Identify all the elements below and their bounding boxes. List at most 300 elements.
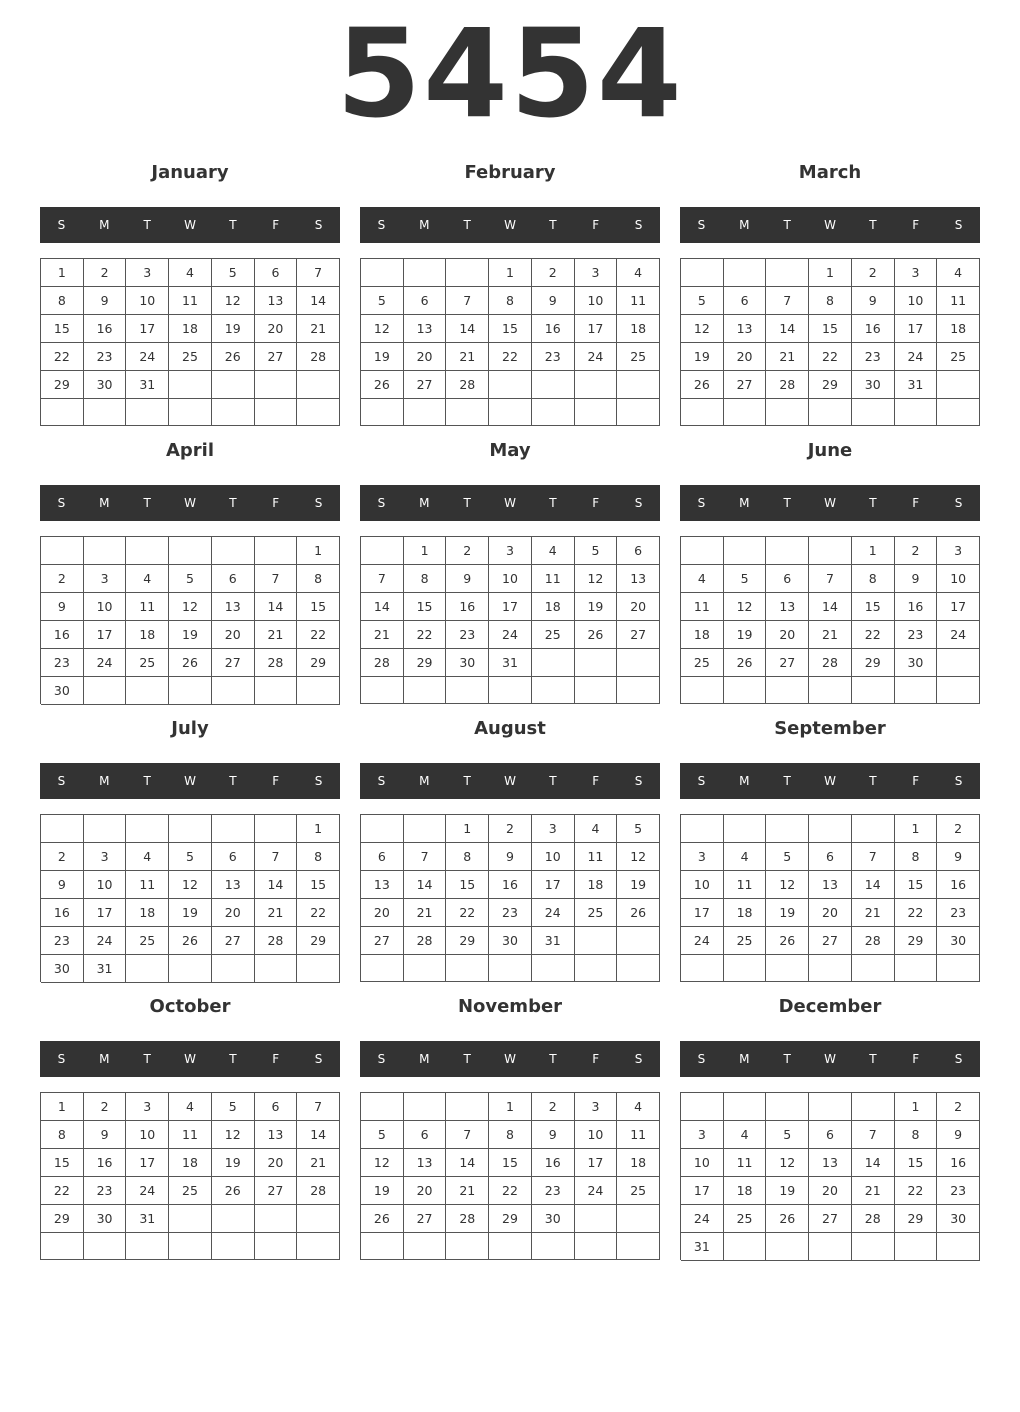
empty-day-cell bbox=[617, 399, 660, 426]
day-cell: 22 bbox=[489, 1177, 532, 1205]
day-cell: 10 bbox=[84, 871, 127, 899]
empty-day-cell bbox=[809, 815, 852, 843]
day-cell: 31 bbox=[532, 927, 575, 955]
empty-day-cell bbox=[766, 677, 809, 704]
month-name: July bbox=[171, 718, 209, 739]
day-cell: 5 bbox=[766, 1121, 809, 1149]
weekday-label: T bbox=[229, 774, 237, 788]
day-cell: 27 bbox=[809, 927, 852, 955]
day-cell: 11 bbox=[937, 287, 980, 315]
day-cell: 28 bbox=[404, 927, 447, 955]
weekday-label: F bbox=[592, 1052, 600, 1066]
day-cell: 2 bbox=[41, 843, 84, 871]
weekday-label: M bbox=[419, 496, 430, 510]
day-cell: 11 bbox=[575, 843, 618, 871]
day-cell: 24 bbox=[681, 1205, 724, 1233]
day-cell: 23 bbox=[895, 621, 938, 649]
day-cell: 19 bbox=[361, 343, 404, 371]
empty-day-cell bbox=[41, 1233, 84, 1260]
day-cell: 11 bbox=[681, 593, 724, 621]
day-cell: 26 bbox=[724, 649, 767, 677]
day-cell: 1 bbox=[297, 815, 340, 843]
day-cell: 20 bbox=[617, 593, 660, 621]
day-cell: 7 bbox=[255, 843, 298, 871]
day-cell: 30 bbox=[532, 1205, 575, 1233]
empty-day-cell bbox=[212, 955, 255, 983]
day-cell: 12 bbox=[575, 565, 618, 593]
day-cell: 17 bbox=[575, 315, 618, 343]
day-cell: 5 bbox=[575, 537, 618, 565]
day-cell: 11 bbox=[617, 287, 660, 315]
day-cell: 13 bbox=[809, 871, 852, 899]
weekday-label: W bbox=[824, 774, 836, 788]
day-cell: 19 bbox=[575, 593, 618, 621]
weekday-label: T bbox=[143, 218, 151, 232]
day-cell: 8 bbox=[895, 1121, 938, 1149]
empty-day-cell bbox=[404, 259, 447, 287]
day-cell: 20 bbox=[361, 899, 404, 927]
day-cell: 14 bbox=[852, 871, 895, 899]
weekday-label: S bbox=[634, 496, 643, 510]
weekday-label: M bbox=[99, 1052, 110, 1066]
empty-day-cell bbox=[41, 399, 84, 426]
empty-day-cell bbox=[681, 399, 724, 426]
day-cell: 8 bbox=[852, 565, 895, 593]
day-cell: 17 bbox=[489, 593, 532, 621]
day-cell: 14 bbox=[404, 871, 447, 899]
day-cell: 2 bbox=[852, 259, 895, 287]
day-cell: 27 bbox=[255, 1177, 298, 1205]
empty-day-cell bbox=[212, 815, 255, 843]
day-cell: 4 bbox=[532, 537, 575, 565]
empty-day-cell bbox=[937, 677, 980, 704]
day-cell: 19 bbox=[724, 621, 767, 649]
day-cell: 6 bbox=[404, 1121, 447, 1149]
day-cell: 15 bbox=[895, 1149, 938, 1177]
day-cell: 13 bbox=[724, 315, 767, 343]
day-cell: 17 bbox=[681, 1177, 724, 1205]
empty-day-cell bbox=[895, 1233, 938, 1261]
weekday-label: F bbox=[272, 218, 280, 232]
day-cell: 28 bbox=[361, 649, 404, 677]
empty-day-cell bbox=[724, 399, 767, 426]
day-cell: 12 bbox=[169, 593, 212, 621]
empty-day-cell bbox=[895, 955, 938, 982]
day-cell: 25 bbox=[937, 343, 980, 371]
empty-day-cell bbox=[84, 815, 127, 843]
day-cell: 14 bbox=[255, 593, 298, 621]
month-june bbox=[680, 430, 980, 708]
day-cell: 22 bbox=[895, 1177, 938, 1205]
month-august bbox=[360, 708, 660, 986]
day-cell: 29 bbox=[41, 371, 84, 399]
day-cell: 28 bbox=[852, 1205, 895, 1233]
day-cell: 31 bbox=[895, 371, 938, 399]
day-cell: 3 bbox=[84, 565, 127, 593]
empty-day-cell bbox=[724, 1093, 767, 1121]
empty-day-cell bbox=[852, 1233, 895, 1261]
day-cell: 14 bbox=[361, 593, 404, 621]
empty-day-cell bbox=[84, 677, 127, 705]
day-cell: 26 bbox=[361, 1205, 404, 1233]
empty-day-cell bbox=[297, 371, 340, 399]
day-cell: 18 bbox=[724, 1177, 767, 1205]
day-cell: 19 bbox=[766, 899, 809, 927]
day-cell: 20 bbox=[404, 1177, 447, 1205]
empty-day-cell bbox=[724, 1233, 767, 1261]
day-cell: 9 bbox=[532, 1121, 575, 1149]
day-cell: 3 bbox=[681, 1121, 724, 1149]
day-cell: 21 bbox=[255, 899, 298, 927]
month-name: May bbox=[489, 440, 531, 461]
day-cell: 4 bbox=[724, 843, 767, 871]
empty-day-cell bbox=[681, 1093, 724, 1121]
day-cell: 1 bbox=[297, 537, 340, 565]
weekday-label: T bbox=[783, 774, 791, 788]
empty-day-cell bbox=[126, 677, 169, 705]
empty-day-cell bbox=[297, 955, 340, 983]
empty-day-cell bbox=[126, 815, 169, 843]
day-cell: 14 bbox=[809, 593, 852, 621]
day-cell: 13 bbox=[404, 315, 447, 343]
empty-day-cell bbox=[404, 677, 447, 704]
day-cell: 1 bbox=[446, 815, 489, 843]
empty-day-cell bbox=[169, 1233, 212, 1260]
day-cell: 13 bbox=[255, 287, 298, 315]
day-cell: 4 bbox=[126, 565, 169, 593]
day-cell: 4 bbox=[169, 1093, 212, 1121]
day-cell: 7 bbox=[852, 843, 895, 871]
empty-day-cell bbox=[575, 955, 618, 982]
day-cell: 6 bbox=[809, 843, 852, 871]
month-name: February bbox=[464, 162, 556, 183]
day-cell: 11 bbox=[169, 287, 212, 315]
day-cell: 10 bbox=[84, 593, 127, 621]
empty-day-cell bbox=[41, 815, 84, 843]
day-cell: 14 bbox=[446, 315, 489, 343]
empty-day-cell bbox=[404, 1233, 447, 1260]
day-cell: 1 bbox=[895, 815, 938, 843]
day-cell: 1 bbox=[489, 1093, 532, 1121]
day-cell: 26 bbox=[169, 649, 212, 677]
day-cell: 17 bbox=[126, 1149, 169, 1177]
day-cell: 21 bbox=[255, 621, 298, 649]
weekday-label: T bbox=[463, 218, 471, 232]
day-cell: 23 bbox=[937, 1177, 980, 1205]
empty-day-cell bbox=[212, 677, 255, 705]
day-cell: 25 bbox=[575, 899, 618, 927]
day-cell: 7 bbox=[446, 287, 489, 315]
day-cell: 9 bbox=[446, 565, 489, 593]
empty-day-cell bbox=[809, 1093, 852, 1121]
day-cell: 9 bbox=[41, 593, 84, 621]
day-cell: 28 bbox=[766, 371, 809, 399]
day-cell: 5 bbox=[212, 1093, 255, 1121]
day-cell: 5 bbox=[681, 287, 724, 315]
empty-day-cell bbox=[575, 1205, 618, 1233]
day-cell: 18 bbox=[169, 315, 212, 343]
empty-day-cell bbox=[681, 677, 724, 704]
empty-day-cell bbox=[532, 371, 575, 399]
day-cell: 11 bbox=[724, 1149, 767, 1177]
day-cell: 21 bbox=[809, 621, 852, 649]
empty-day-cell bbox=[532, 955, 575, 982]
day-cell: 24 bbox=[126, 1177, 169, 1205]
day-cell: 16 bbox=[895, 593, 938, 621]
day-cell: 28 bbox=[255, 649, 298, 677]
day-cell: 8 bbox=[297, 843, 340, 871]
day-cell: 6 bbox=[766, 565, 809, 593]
day-cell: 25 bbox=[169, 343, 212, 371]
day-cell: 18 bbox=[937, 315, 980, 343]
empty-day-cell bbox=[937, 955, 980, 982]
weekday-label: M bbox=[739, 496, 750, 510]
empty-day-cell bbox=[404, 955, 447, 982]
day-cell: 26 bbox=[575, 621, 618, 649]
day-cell: 16 bbox=[532, 1149, 575, 1177]
day-cell: 21 bbox=[446, 1177, 489, 1205]
day-cell: 3 bbox=[681, 843, 724, 871]
weekday-label: M bbox=[419, 218, 430, 232]
day-cell: 23 bbox=[532, 343, 575, 371]
day-cell: 4 bbox=[724, 1121, 767, 1149]
year-title: 5454 bbox=[336, 3, 684, 145]
month-name: October bbox=[149, 996, 231, 1017]
empty-day-cell bbox=[84, 1233, 127, 1260]
day-cell: 5 bbox=[766, 843, 809, 871]
day-cell: 6 bbox=[361, 843, 404, 871]
month-september bbox=[680, 708, 980, 986]
empty-day-cell bbox=[255, 815, 298, 843]
weekday-label: F bbox=[912, 496, 920, 510]
day-cell: 1 bbox=[489, 259, 532, 287]
day-cell: 29 bbox=[41, 1205, 84, 1233]
day-cell: 25 bbox=[724, 927, 767, 955]
day-cell: 27 bbox=[212, 649, 255, 677]
weekday-label: F bbox=[592, 496, 600, 510]
day-cell: 5 bbox=[169, 843, 212, 871]
empty-day-cell bbox=[404, 1093, 447, 1121]
day-cell: 11 bbox=[532, 565, 575, 593]
day-cell: 4 bbox=[617, 1093, 660, 1121]
empty-day-cell bbox=[212, 371, 255, 399]
day-cell: 5 bbox=[617, 815, 660, 843]
day-cell: 25 bbox=[532, 621, 575, 649]
weekday-label: S bbox=[57, 496, 66, 510]
day-cell: 3 bbox=[575, 1093, 618, 1121]
day-cell: 20 bbox=[255, 1149, 298, 1177]
empty-day-cell bbox=[361, 537, 404, 565]
day-grid bbox=[680, 536, 980, 704]
day-cell: 8 bbox=[809, 287, 852, 315]
empty-day-cell bbox=[361, 815, 404, 843]
day-grid bbox=[360, 1092, 660, 1260]
empty-day-cell bbox=[361, 259, 404, 287]
day-cell: 15 bbox=[446, 871, 489, 899]
day-cell: 9 bbox=[937, 843, 980, 871]
empty-day-cell bbox=[169, 955, 212, 983]
day-cell: 31 bbox=[84, 955, 127, 983]
day-cell: 24 bbox=[575, 343, 618, 371]
empty-day-cell bbox=[446, 1093, 489, 1121]
day-cell: 2 bbox=[532, 259, 575, 287]
day-cell: 31 bbox=[681, 1233, 724, 1261]
day-cell: 27 bbox=[255, 343, 298, 371]
months-grid bbox=[40, 152, 980, 1264]
day-cell: 12 bbox=[361, 1149, 404, 1177]
day-cell: 18 bbox=[126, 899, 169, 927]
day-cell: 28 bbox=[446, 371, 489, 399]
day-cell: 24 bbox=[489, 621, 532, 649]
day-cell: 22 bbox=[809, 343, 852, 371]
weekday-label: T bbox=[229, 496, 237, 510]
day-cell: 7 bbox=[255, 565, 298, 593]
empty-day-cell bbox=[532, 1233, 575, 1260]
day-cell: 19 bbox=[361, 1177, 404, 1205]
day-cell: 30 bbox=[446, 649, 489, 677]
empty-day-cell bbox=[852, 815, 895, 843]
day-cell: 18 bbox=[617, 1149, 660, 1177]
empty-day-cell bbox=[212, 399, 255, 426]
day-grid bbox=[360, 536, 660, 704]
empty-day-cell bbox=[297, 1205, 340, 1233]
day-cell: 17 bbox=[532, 871, 575, 899]
day-cell: 30 bbox=[41, 677, 84, 705]
month-january bbox=[40, 152, 340, 430]
empty-day-cell bbox=[766, 1093, 809, 1121]
day-cell: 16 bbox=[532, 315, 575, 343]
day-cell: 7 bbox=[297, 259, 340, 287]
day-cell: 12 bbox=[724, 593, 767, 621]
day-cell: 21 bbox=[446, 343, 489, 371]
day-cell: 3 bbox=[532, 815, 575, 843]
day-cell: 25 bbox=[617, 1177, 660, 1205]
day-cell: 6 bbox=[809, 1121, 852, 1149]
day-cell: 10 bbox=[532, 843, 575, 871]
empty-day-cell bbox=[575, 677, 618, 704]
day-cell: 30 bbox=[852, 371, 895, 399]
weekday-header bbox=[40, 1041, 340, 1077]
day-cell: 15 bbox=[895, 871, 938, 899]
empty-day-cell bbox=[212, 537, 255, 565]
day-cell: 22 bbox=[895, 899, 938, 927]
weekday-header bbox=[40, 207, 340, 243]
day-cell: 21 bbox=[297, 315, 340, 343]
day-cell: 23 bbox=[84, 1177, 127, 1205]
day-cell: 8 bbox=[404, 565, 447, 593]
empty-day-cell bbox=[617, 1233, 660, 1260]
day-cell: 21 bbox=[297, 1149, 340, 1177]
day-cell: 16 bbox=[937, 871, 980, 899]
day-cell: 30 bbox=[84, 371, 127, 399]
day-cell: 19 bbox=[212, 315, 255, 343]
empty-day-cell bbox=[809, 1233, 852, 1261]
empty-day-cell bbox=[84, 537, 127, 565]
day-cell: 26 bbox=[361, 371, 404, 399]
day-cell: 7 bbox=[809, 565, 852, 593]
empty-day-cell bbox=[575, 399, 618, 426]
day-cell: 5 bbox=[361, 287, 404, 315]
weekday-label: S bbox=[57, 774, 66, 788]
empty-day-cell bbox=[212, 1233, 255, 1260]
day-cell: 26 bbox=[766, 927, 809, 955]
day-cell: 25 bbox=[724, 1205, 767, 1233]
empty-day-cell bbox=[681, 259, 724, 287]
empty-day-cell bbox=[809, 399, 852, 426]
empty-day-cell bbox=[489, 677, 532, 704]
day-cell: 27 bbox=[404, 371, 447, 399]
weekday-label: M bbox=[99, 218, 110, 232]
day-cell: 31 bbox=[126, 1205, 169, 1233]
weekday-label: S bbox=[57, 1052, 66, 1066]
day-cell: 1 bbox=[404, 537, 447, 565]
weekday-label: S bbox=[377, 218, 386, 232]
day-cell: 9 bbox=[489, 843, 532, 871]
day-cell: 15 bbox=[489, 315, 532, 343]
weekday-header bbox=[680, 207, 980, 243]
month-name: August bbox=[474, 718, 546, 739]
day-cell: 9 bbox=[532, 287, 575, 315]
day-cell: 3 bbox=[575, 259, 618, 287]
day-cell: 9 bbox=[852, 287, 895, 315]
day-cell: 3 bbox=[489, 537, 532, 565]
weekday-header bbox=[360, 485, 660, 521]
day-cell: 15 bbox=[809, 315, 852, 343]
weekday-label: W bbox=[504, 774, 516, 788]
day-cell: 24 bbox=[681, 927, 724, 955]
empty-day-cell bbox=[681, 815, 724, 843]
empty-day-cell bbox=[41, 537, 84, 565]
day-cell: 10 bbox=[126, 1121, 169, 1149]
day-cell: 12 bbox=[766, 871, 809, 899]
empty-day-cell bbox=[489, 955, 532, 982]
day-cell: 28 bbox=[297, 343, 340, 371]
day-cell: 15 bbox=[297, 593, 340, 621]
empty-day-cell bbox=[766, 815, 809, 843]
day-cell: 19 bbox=[169, 621, 212, 649]
empty-day-cell bbox=[617, 955, 660, 982]
weekday-header bbox=[680, 763, 980, 799]
empty-day-cell bbox=[212, 1205, 255, 1233]
empty-day-cell bbox=[361, 399, 404, 426]
empty-day-cell bbox=[937, 399, 980, 426]
day-cell: 11 bbox=[126, 871, 169, 899]
day-cell: 4 bbox=[937, 259, 980, 287]
day-cell: 24 bbox=[575, 1177, 618, 1205]
day-cell: 25 bbox=[126, 649, 169, 677]
day-cell: 20 bbox=[809, 899, 852, 927]
day-cell: 15 bbox=[489, 1149, 532, 1177]
weekday-label: M bbox=[99, 496, 110, 510]
day-cell: 29 bbox=[852, 649, 895, 677]
day-cell: 3 bbox=[84, 843, 127, 871]
day-cell: 6 bbox=[617, 537, 660, 565]
weekday-label: S bbox=[57, 218, 66, 232]
empty-day-cell bbox=[575, 649, 618, 677]
day-cell: 31 bbox=[126, 371, 169, 399]
weekday-label: T bbox=[549, 218, 557, 232]
empty-day-cell bbox=[617, 927, 660, 955]
weekday-label: S bbox=[314, 1052, 323, 1066]
day-cell: 4 bbox=[169, 259, 212, 287]
weekday-header bbox=[360, 207, 660, 243]
empty-day-cell bbox=[404, 815, 447, 843]
day-cell: 9 bbox=[84, 1121, 127, 1149]
weekday-header bbox=[680, 1041, 980, 1077]
day-cell: 8 bbox=[489, 287, 532, 315]
weekday-label: S bbox=[314, 218, 323, 232]
day-cell: 14 bbox=[297, 1121, 340, 1149]
